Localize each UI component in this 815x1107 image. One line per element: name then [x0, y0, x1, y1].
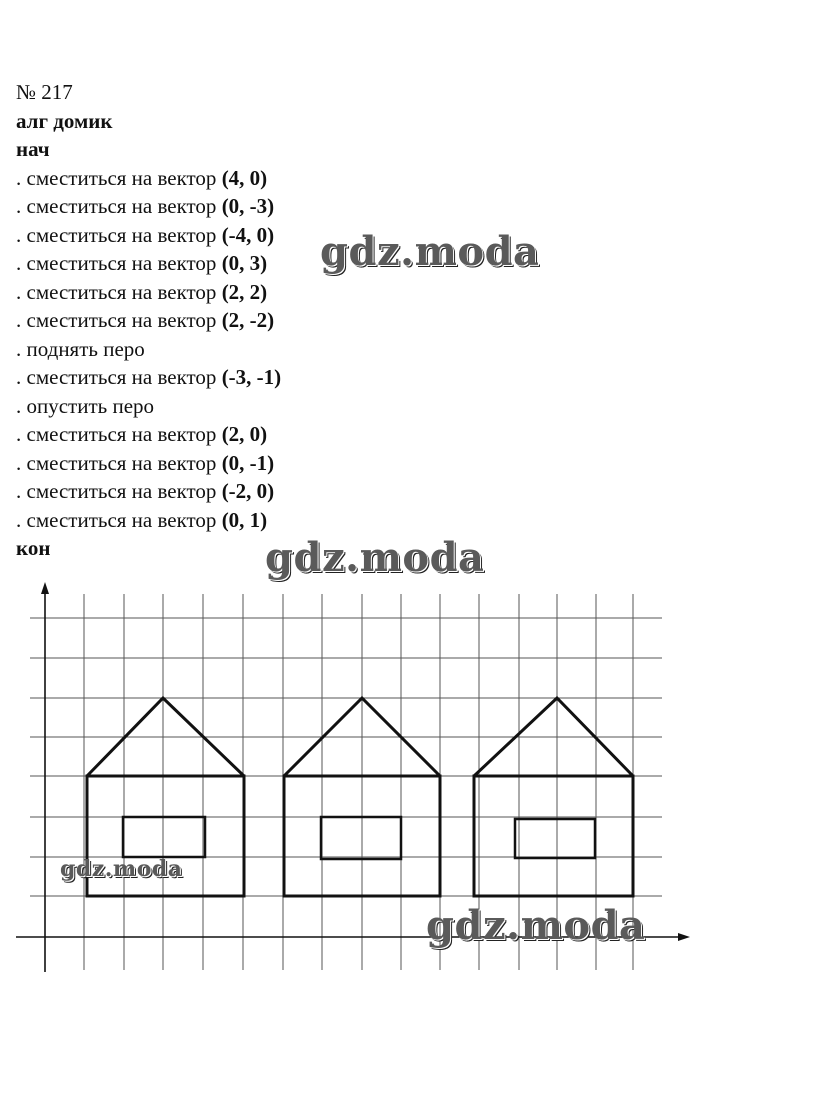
step-text: . сместиться на вектор — [16, 194, 222, 218]
step-text: . сместиться на вектор — [16, 251, 222, 275]
step-text: . сместиться на вектор — [16, 365, 222, 389]
step-vector: (-2, 0) — [221, 479, 275, 503]
step-vector: (0, -3) — [221, 194, 275, 218]
grid-drawing — [0, 580, 700, 980]
watermark: gdz.moda — [60, 856, 183, 882]
watermark: gdz.moda — [265, 534, 485, 581]
house-1 — [87, 698, 244, 896]
step-line — [16, 392, 576, 421]
y-axis-arrow — [41, 582, 49, 594]
algorithm-listing — [16, 78, 576, 563]
step-vector: (0, 3) — [221, 251, 268, 275]
step-vector: (0, -1) — [221, 450, 275, 475]
grid-lines — [30, 594, 662, 970]
step-vector: (0, 1) — [221, 507, 268, 532]
task-number: № 217 — [16, 80, 73, 104]
step-vector: (-4, 0) — [221, 222, 275, 247]
house-2-window — [321, 817, 401, 859]
step-text: . сместиться на вектор — [16, 450, 222, 475]
watermark: gdz.moda — [320, 228, 540, 275]
watermark: gdz.moda — [426, 902, 646, 949]
x-axis-arrow — [678, 933, 690, 941]
step-line — [16, 506, 576, 535]
step-line — [16, 335, 576, 364]
drawing-area — [0, 580, 700, 980]
step-line — [16, 221, 576, 250]
step-vector: (4, 0) — [221, 165, 268, 190]
step-vector: (2, 2) — [221, 279, 268, 304]
step-text: . сместиться на вектор — [16, 507, 222, 532]
step-line — [16, 420, 576, 449]
step-line — [16, 449, 576, 478]
step-line — [16, 192, 576, 221]
step-text: . сместиться на вектор — [16, 279, 222, 304]
step-text: . сместиться на вектор — [16, 308, 222, 332]
step-text: . опустить перо — [16, 393, 155, 418]
step-line — [16, 306, 576, 335]
step-line — [16, 278, 576, 307]
step-vector: (2, -2) — [221, 308, 275, 332]
house-3-window — [515, 819, 595, 858]
step-text: . сместиться на вектор — [16, 479, 222, 503]
house-1-window — [123, 817, 205, 857]
step-text: . поднять перо — [16, 336, 145, 361]
algorithm-end: кон — [16, 536, 51, 560]
step-line — [16, 363, 576, 392]
algorithm-begin: нач — [16, 137, 50, 161]
step-text: . сместиться на вектор — [16, 422, 222, 446]
step-text: . сместиться на вектор — [16, 165, 222, 190]
house-1-walls — [87, 776, 244, 896]
step-text: . сместиться на вектор — [16, 222, 222, 247]
step-line — [16, 249, 576, 278]
algorithm-header: алг домик — [16, 108, 113, 133]
step-line — [16, 164, 576, 193]
step-vector: (-3, -1) — [221, 365, 282, 389]
step-vector: (2, 0) — [221, 422, 268, 446]
step-line — [16, 477, 576, 506]
house-3-walls — [474, 776, 633, 896]
house-3 — [474, 698, 633, 896]
